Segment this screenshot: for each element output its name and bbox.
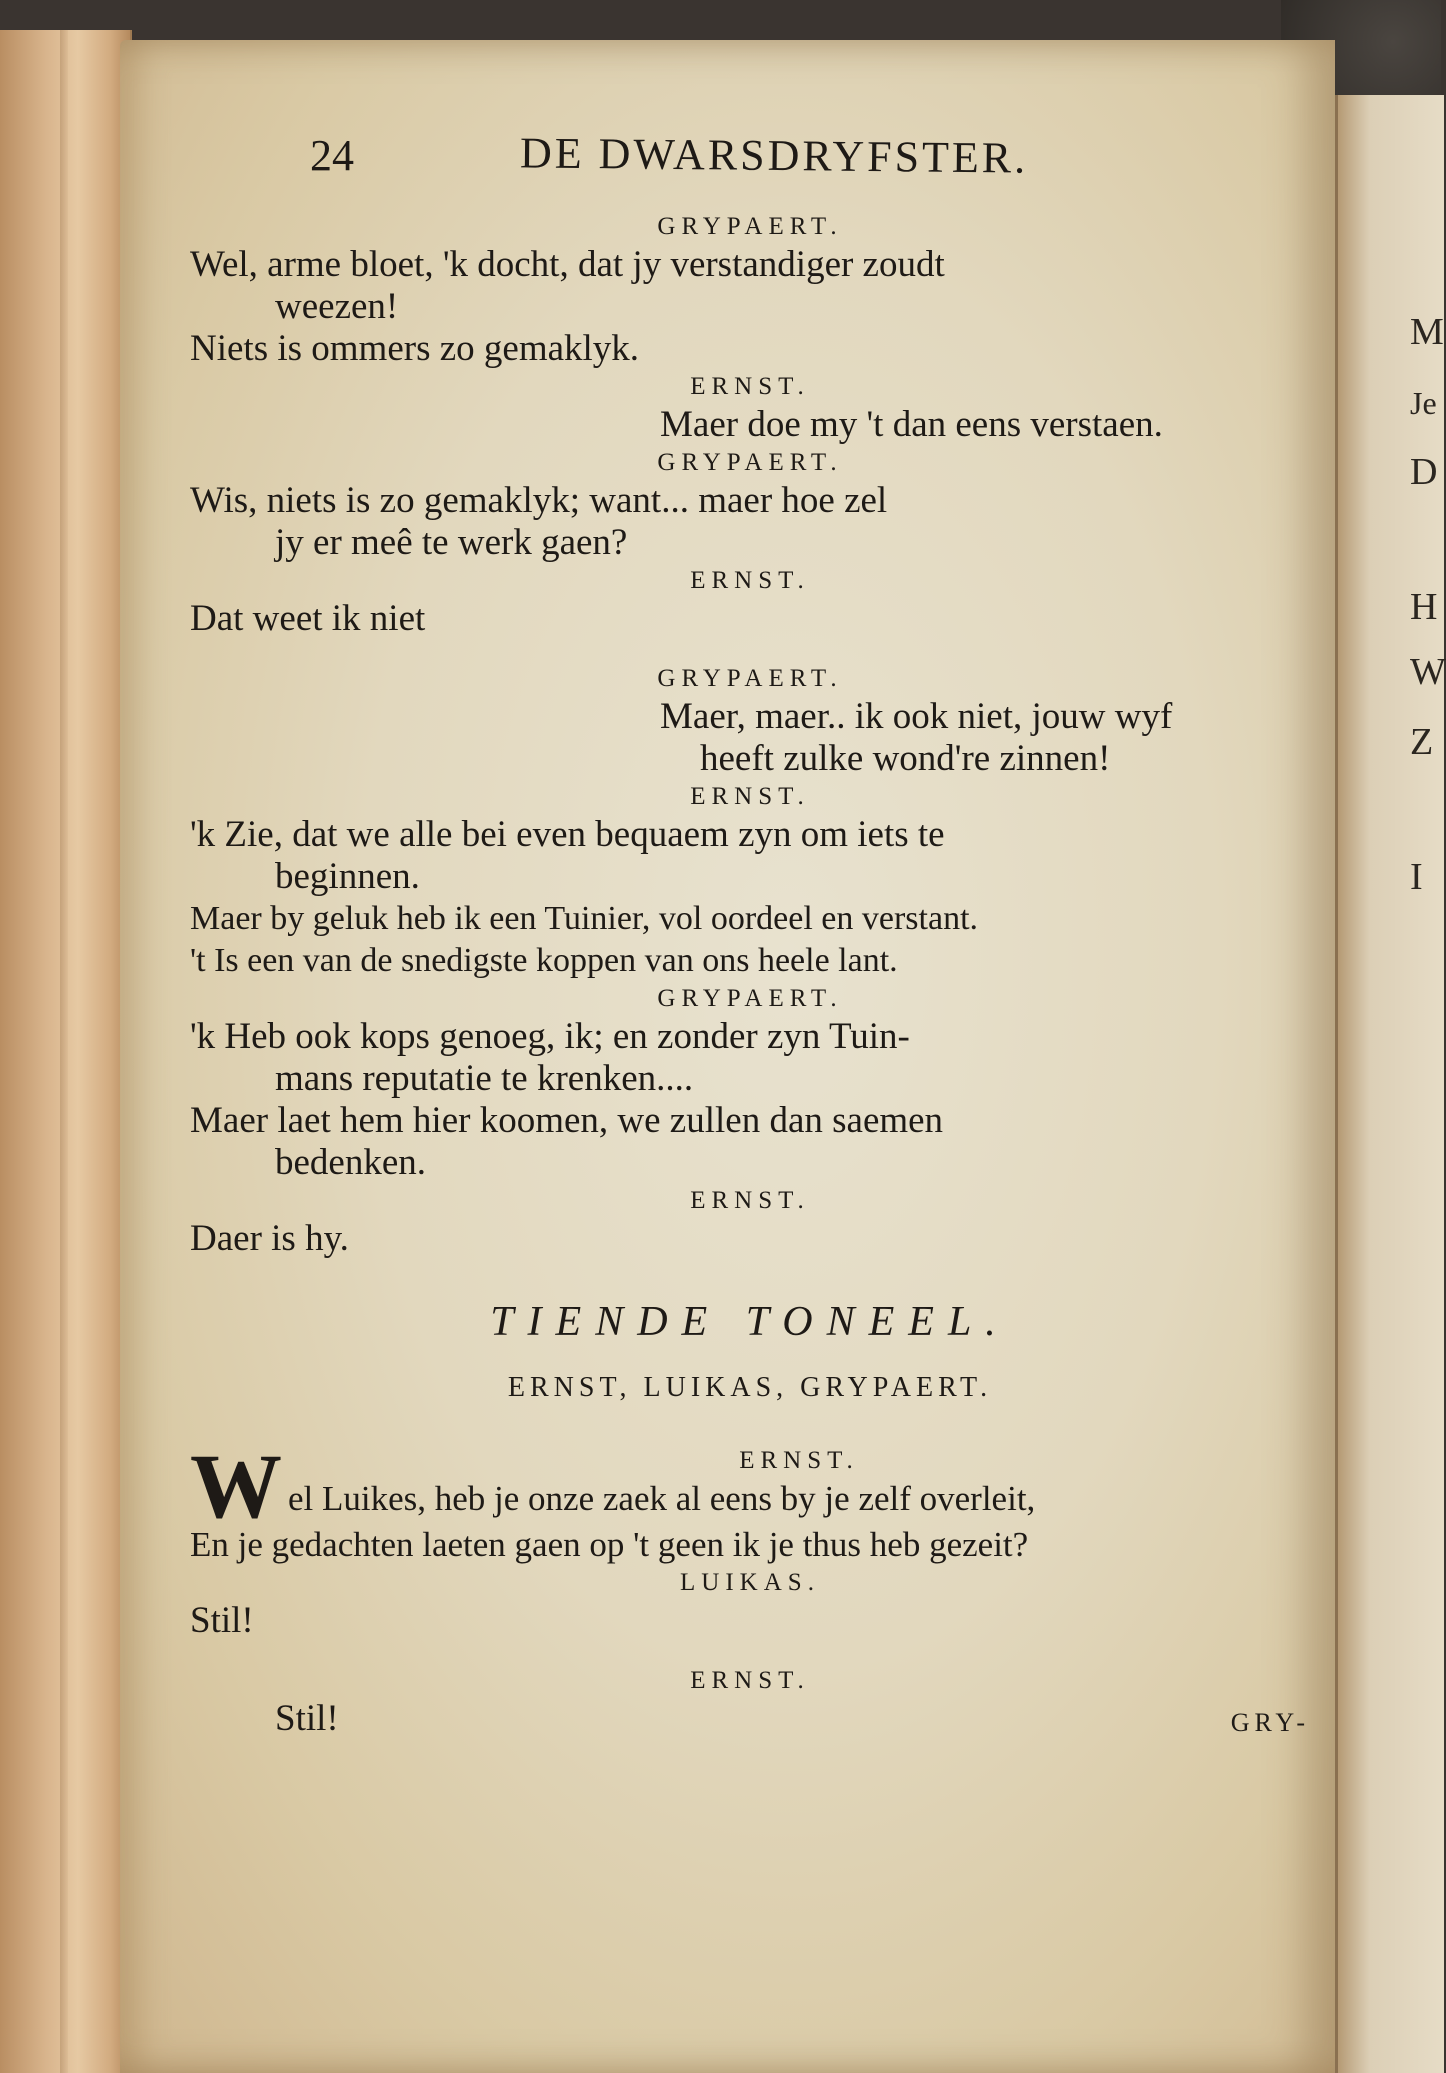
dialogue-line: 't Is een van de snedigste koppen van ons heele lant.: [190, 942, 898, 979]
facing-page-glyph: H: [1410, 586, 1438, 628]
speaker-name: GRYPAERT.: [657, 449, 843, 476]
speaker-name: ERNST.: [739, 1447, 859, 1474]
dialogue-line: 'k Heb ook kops genoeg, ik; en zonder zyn Tuin-: [190, 1016, 910, 1057]
speaker-name: GRYPAERT.: [657, 665, 843, 692]
dialogue-line: Maer doe my 't dan eens verstaen.: [660, 404, 1163, 445]
facing-page: [1335, 95, 1444, 2073]
page-text: [190, 130, 1310, 1748]
dialogue-line: Daer is hy.: [190, 1218, 349, 1259]
facing-page-glyph: I: [1410, 856, 1423, 898]
catchword: GRY-: [1230, 1708, 1310, 1737]
last-line-row: [190, 1698, 1310, 1748]
book-binding-edge: [0, 30, 132, 2073]
facing-page-glyph: W: [1410, 651, 1446, 693]
facing-page-glyph: D: [1410, 451, 1438, 493]
dialogue-line: weezen!: [275, 286, 399, 327]
page-number: 24: [310, 131, 354, 180]
scene-cast-list: ERNST, LUIKAS, GRYPAERT.: [507, 1372, 993, 1403]
dialogue-line: Niets is ommers zo gemaklyk.: [190, 328, 640, 369]
binding-crease: [60, 30, 68, 2073]
dialogue-line: Wis, niets is zo gemaklyk; want... maer hoe zel: [190, 480, 888, 521]
scene-opening: [190, 1435, 1310, 1566]
dialogue-line: Maer laet hem hier koomen, we zullen dan saemen: [190, 1100, 944, 1141]
speaker-name: ERNST.: [690, 783, 810, 810]
facing-page-glyph: M: [1410, 311, 1444, 353]
speaker-name: ERNST.: [690, 1667, 810, 1694]
dialogue-line: Stil!: [275, 1698, 339, 1739]
speaker-name: ERNST.: [690, 1187, 810, 1214]
dialogue-line: Stil!: [190, 1600, 254, 1641]
running-header: [190, 130, 1310, 210]
dialogue-line: Maer, maer.. ik ook niet, jouw wyf: [660, 696, 1173, 737]
dialogue-line: heeft zulke wond're zinnen!: [700, 738, 1111, 779]
facing-page-glyph: Z: [1410, 721, 1434, 763]
dialogue-line: mans reputatie te krenken....: [275, 1058, 694, 1099]
dialogue-line: bedenken.: [275, 1142, 427, 1183]
dialogue-line: el Luikes, heb je onze zaek al eens by je zelf overleit,: [288, 1479, 1036, 1518]
facing-page-glyph: Je: [1410, 385, 1437, 421]
speaker-name: ERNST.: [690, 373, 810, 400]
speaker-name: ERNST.: [690, 567, 810, 594]
speaker-name: GRYPAERT.: [657, 213, 843, 240]
scene-heading: TIENDE TONEEL.: [490, 1299, 1010, 1345]
dialogue-line: beginnen.: [275, 856, 420, 897]
dialogue-line: Wel, arme bloet, 'k docht, dat jy verstandiger zoudt: [190, 244, 945, 285]
speaker-name: LUIKAS.: [680, 1569, 820, 1596]
drop-cap: W: [190, 1435, 282, 1537]
dialogue-line: Dat weet ik niet: [190, 598, 426, 639]
dialogue-line: jy er meê te werk gaen?: [275, 522, 628, 563]
dialogue-line: En je gedachten laeten gaen op 't geen ik je thus heb gezeit?: [190, 1525, 1029, 1564]
speaker-name: GRYPAERT.: [657, 985, 843, 1012]
running-title: DE DWARSDRYFSTER.: [519, 128, 1029, 183]
dialogue-line: Maer by geluk heb ik een Tuinier, vol oordeel en verstant.: [190, 900, 979, 937]
dialogue-line: 'k Zie, dat we alle bei even bequaem zyn om iets te: [190, 814, 945, 855]
